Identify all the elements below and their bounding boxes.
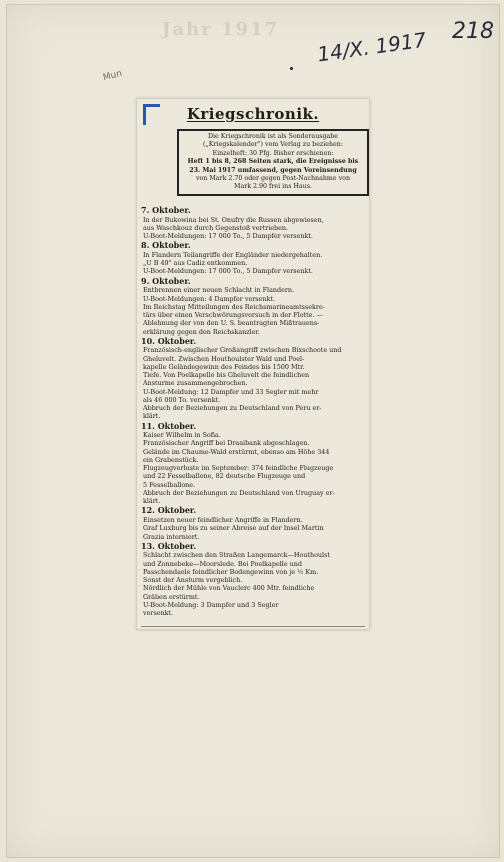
entry-line: Grazia interniert. — [143, 532, 200, 541]
entry-line: Schlacht zwischen den Straßen Langemarck—Houthoulst — [143, 551, 330, 560]
entry-line: und 22 Fesselballone, 82 deutsche Flugzeuge und — [143, 472, 306, 481]
clipping-title: Kriegschronik. — [186, 105, 320, 123]
entry-date-heading: 7. Oktober. — [141, 205, 191, 215]
entry-line: Kaiser Wilhelm in Sofia. — [143, 431, 221, 440]
entry-line: und Zonnebeke—Moorslede. Bei Poelkapelle und — [143, 559, 302, 568]
chronicle-entry — [141, 277, 365, 336]
handwritten-page-number: 218 — [452, 19, 494, 44]
chronicle-entry — [141, 542, 365, 618]
entry-line: Einsetzen neuer feindlicher Angriffe in Flandern. — [143, 516, 303, 525]
entry-line: Entbrennen einer neuen Schlacht in Flandern. — [143, 286, 295, 295]
entry-line: Graf Luxburg bis zu seiner Abreise auf der Insel Martin — [143, 524, 324, 533]
handwritten-date: 14/X. 1917 — [315, 27, 428, 67]
chronicle-entry — [141, 506, 365, 540]
entry-line: U-Boot-Meldungen: 17 000 To., 5 Dampfer versenkt. — [143, 267, 313, 276]
entry-line: als 46 000 To. versenkt. — [143, 395, 221, 404]
entry-line: Abbruch der Beziehungen zu Deutschland von Uruguay er- — [143, 488, 335, 497]
entry-line: Im Reichstag Mitteilungen des Reichsmarineamtssekre- — [143, 302, 325, 311]
entry-line: Ansturme zusammengebrochen. — [143, 379, 248, 388]
faded-header: Jahr 1917 — [162, 19, 280, 40]
entry-date-heading: 9. Oktober. — [141, 275, 191, 286]
entry-line: Gheluvelt. Zwischen Houthoulster Wald und Poel- — [143, 354, 305, 363]
notice-line: Die Kriegschronik ist als Sonderausgabe — [207, 133, 339, 140]
chronicle-entry — [141, 422, 365, 506]
entry-line: Gelände im Chaume-Wald erstürmt, ebenso am Höhe 344 — [143, 447, 330, 456]
entry-date-heading: 8. Oktober. — [141, 240, 191, 251]
entry-line: U-Boot-Meldungen: 4 Dampfer versenkt. — [143, 294, 275, 303]
entry-line: Flugzeugverluste im September: 374 feindliche Flugzeuge — [143, 464, 334, 473]
chronicle-entry — [141, 241, 365, 275]
entry-line: klärt. — [143, 497, 161, 506]
notice-line: Mark 2.90 frei ins Haus. — [234, 183, 312, 191]
subscription-notice-box — [177, 129, 369, 196]
entry-line: kapelle Geländegewinn des Feindes bis 1500 Mtr. — [143, 362, 305, 371]
notice-line: Einzelheft: 30 Pfg. Bisher erschienen: — [212, 149, 334, 157]
entry-line: Sonst der Ansturm vergeblich. — [143, 576, 243, 585]
chronicle-entry — [141, 206, 365, 240]
notice-line: 23. Mai 1917 umfassend, gegen Voreinsendung — [189, 166, 357, 174]
notice-line: Heft 1 bis 8, 268 Seiten stark, die Ereignisse bis — [187, 158, 359, 166]
entry-line: Ablehnung der von den U. S. beantragten Mißtrauens- — [143, 319, 320, 328]
entry-line: U-Boot-Meldung: 12 Dampfer und 33 Segler mit mehr — [143, 387, 319, 396]
entry-line: tärs über einen Verschwörungsversuch in der Flotte. — — [143, 311, 323, 320]
entry-line: In der Bukowina bei St. Onufry die Russen abgewiesen, — [143, 215, 324, 224]
entry-line: versenkt. — [143, 609, 174, 618]
entry-line: Nördlich der Mühle von Vauclerc 400 Mtr. feindliche — [143, 584, 315, 593]
entry-date-heading: 11. Oktober. — [141, 420, 197, 431]
entry-date-heading: 12. Oktober. — [141, 505, 197, 516]
entry-line: U-Boot-Meldung: 3 Dampfer und 3 Segler — [143, 600, 279, 609]
entry-line: ein Grabenstück. — [143, 455, 199, 464]
entry-line: Gräben erstürmt. — [143, 592, 200, 601]
entry-line: erklärung gegen den Reichskanzler. — [143, 327, 260, 336]
entry-date-heading: 10. Oktober. — [141, 335, 197, 346]
notice-line: („Kriegskalender") vom Verlag zu beziehen: — [203, 141, 343, 149]
entry-line: „U B 49" aus Cadiz entkommen. — [143, 259, 248, 268]
entry-line: In Flandern Teilangriffe der Engländer niedergehalten. — [143, 250, 323, 259]
chronicle-entries — [141, 205, 365, 617]
entry-line: U-Boot-Meldungen: 17 000 To., 5 Dampfer versenkt. — [143, 232, 313, 241]
pencil-note: Mun — [102, 68, 124, 84]
entry-line: Französisch-englischer Großangriff zwischen Bixschoote und — [143, 346, 342, 355]
entry-date-heading: 13. Oktober. — [141, 540, 197, 551]
entry-line: 5 Fesselballone. — [143, 480, 196, 489]
entry-line: Abbruch der Beziehungen zu Deutschland von Peru er- — [143, 404, 322, 413]
entry-line: klärt. — [143, 412, 161, 421]
archive-sheet — [6, 4, 500, 858]
entry-line: Tiefe. Von Poelkapelle bis Gheluvelt die feindlichen — [143, 371, 310, 380]
entry-line: Passchendaele feindlicher Bodengewinn von je ½ Km. — [143, 567, 319, 576]
notice-line: von Mark 2.70 oder gegen Post-Nachnahme von — [195, 175, 351, 183]
chronicle-entry — [141, 337, 365, 421]
ink-dot — [290, 67, 293, 70]
entry-line: Französischer Angriff bei Draaibank abgeschlagen. — [143, 439, 310, 448]
clipping-end-rule — [141, 626, 365, 627]
entry-line: aus Waschkouz durch Gegenstoß vertrieben. — [143, 223, 289, 232]
newspaper-clipping — [136, 98, 370, 630]
